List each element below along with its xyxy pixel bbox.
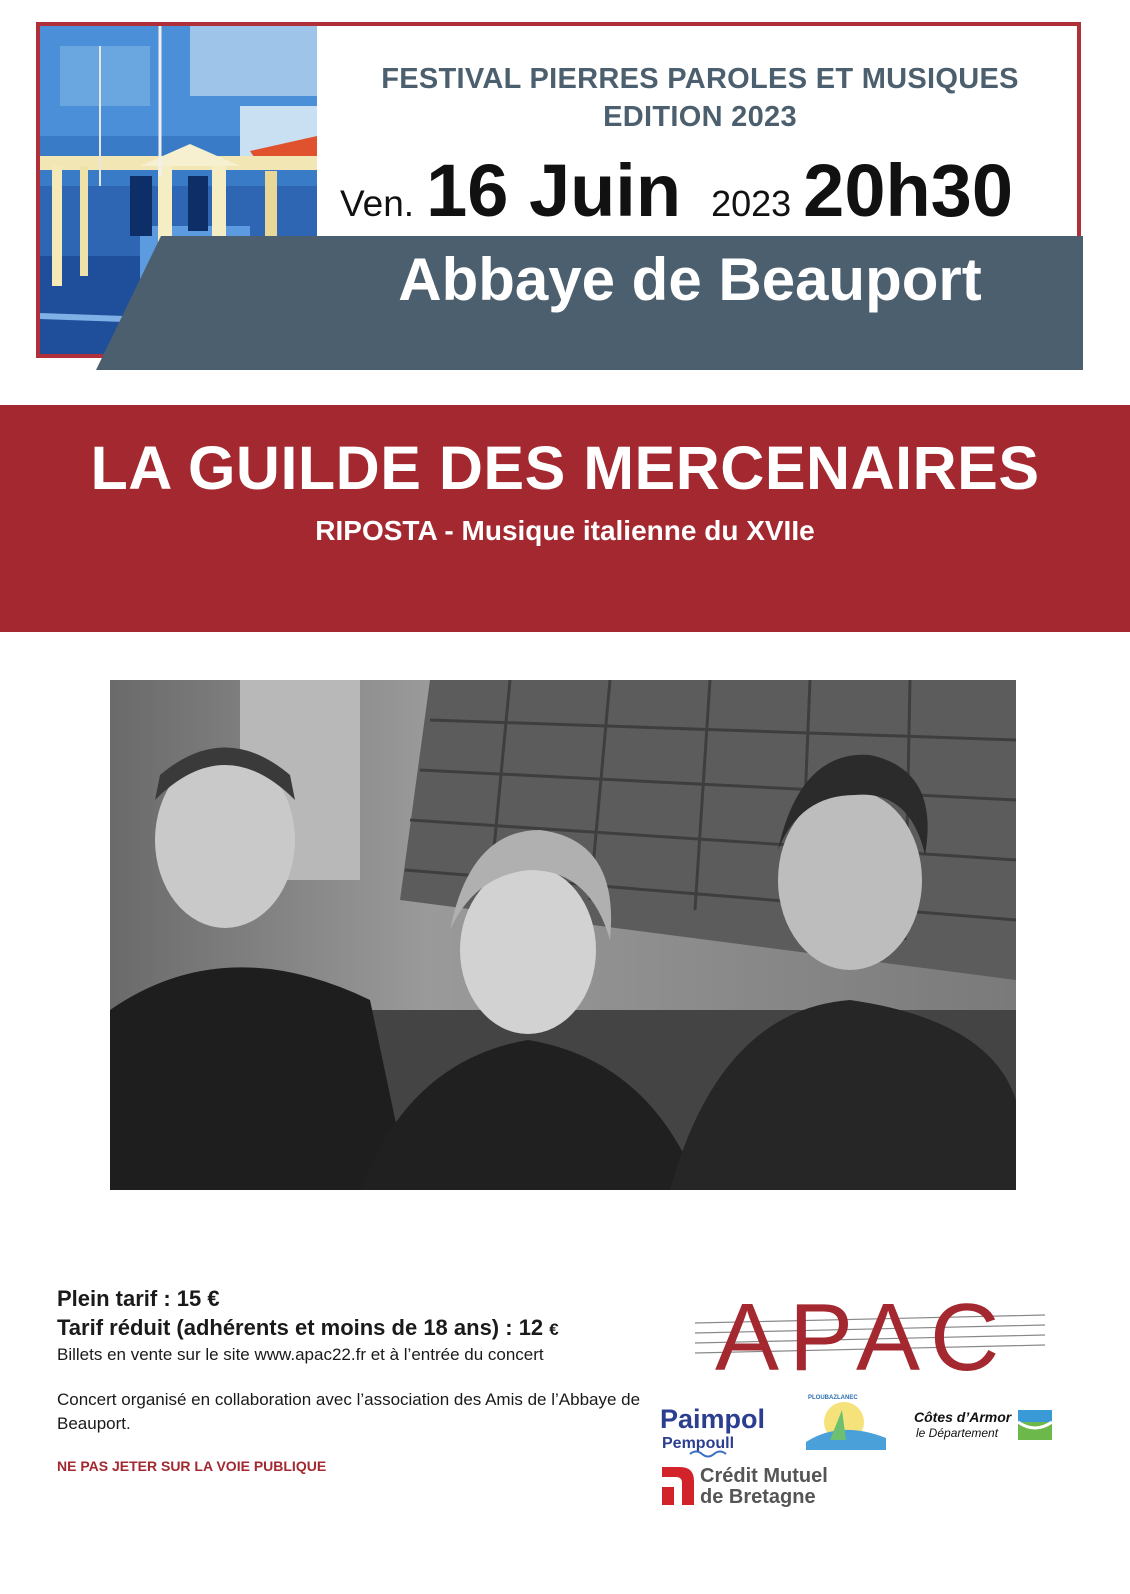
reduced-price-currency: € [549, 1320, 559, 1339]
pempoull-text: Pempoull [662, 1435, 735, 1452]
festival-line1: FESTIVAL PIERRES PAROLES ET MUSIQUES [381, 63, 1019, 95]
info-block [57, 1284, 657, 1474]
cotes-armor-logo [914, 1404, 1054, 1444]
ticket-info: Billets en vente sur le site www.apac22.fr et à l’entrée du concert [57, 1345, 544, 1364]
collaboration-info: Concert organisé en collaboration avec l’association des Amis de l’Abbaye de Beauport. [57, 1390, 641, 1433]
cotes-line2: le Département [916, 1426, 999, 1440]
reduced-price-text: Tarif réduit (adhérents et moins de 18 ans) : 12 [57, 1315, 544, 1340]
festival-title [330, 60, 1070, 136]
band-title: LA GUILDE DES MERCENAIRES [90, 434, 1040, 502]
apac-logo-text: APAC [715, 1285, 1010, 1391]
event-day: Ven. [340, 183, 415, 224]
paimpol-text: Paimpol [660, 1404, 766, 1434]
cm-line2: de Bretagne [700, 1486, 816, 1508]
event-date: 16 Juin [426, 149, 682, 232]
festival-line2: EDITION 2023 [603, 101, 797, 133]
event-time: 20h30 [803, 149, 1013, 232]
cm-line1: Crédit Mutuel [700, 1465, 828, 1487]
paimpol-logo [660, 1398, 778, 1460]
ploubazlanec-logo [800, 1390, 892, 1458]
event-year: 2023 [711, 183, 792, 224]
litter-notice: NE PAS JETER SUR LA VOIE PUBLIQUE [57, 1458, 327, 1474]
full-price: Plein tarif : 15 € [57, 1286, 220, 1311]
cotes-line1: Côtes d’Armor [914, 1409, 1012, 1425]
ploubazlanec-text: PLOUBAZLANEC [808, 1395, 858, 1401]
date-line [340, 148, 1060, 233]
reduced-price [57, 1313, 657, 1344]
band-subtitle: RIPOSTA - Musique italienne du XVIIe [315, 515, 815, 546]
band-photo [110, 680, 1016, 1190]
credit-mutuel-logo [660, 1461, 880, 1511]
venue-name: Abbaye de Beauport [398, 246, 982, 313]
apac-logo [695, 1285, 1055, 1395]
